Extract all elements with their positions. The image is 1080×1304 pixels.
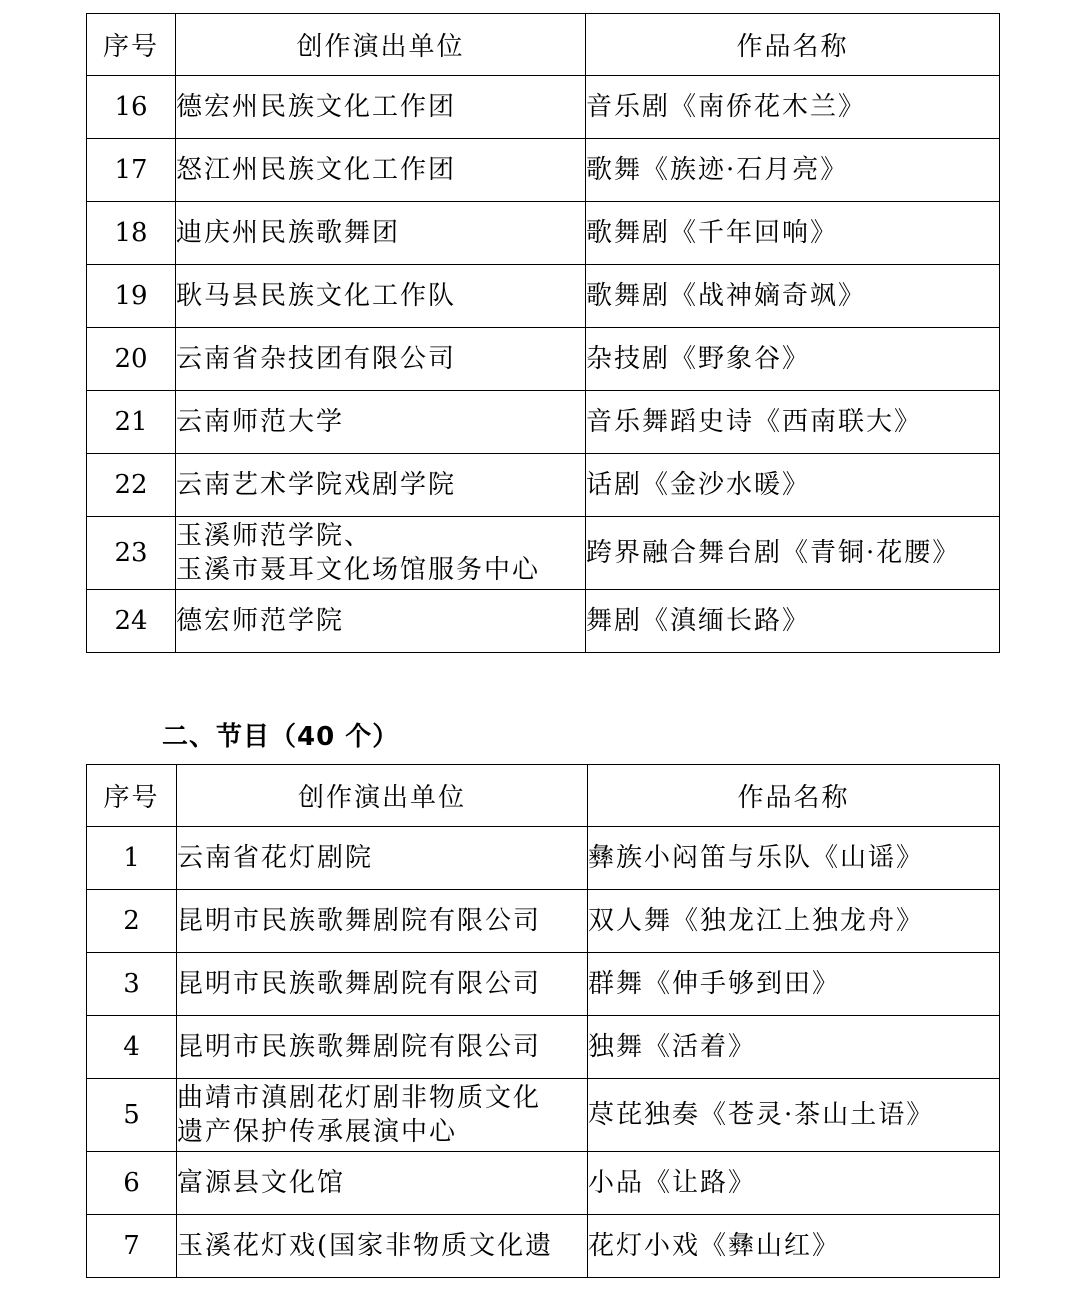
serial-number-cell: 3 [87, 953, 177, 1016]
performing-unit-line: 德宏州民族文化工作团 [176, 92, 457, 122]
table-row [87, 265, 1000, 328]
serial-number-cell: 18 [87, 202, 176, 265]
work-title-cell: 歌舞剧《战神嫡奇飒》 [586, 265, 1000, 328]
performing-unit-line: 云南艺术学院戏剧学院 [176, 470, 457, 500]
performing-unit-line: 云南省花灯剧院 [177, 843, 374, 873]
work-title-cell: 音乐舞蹈史诗《西南联大》 [586, 391, 1000, 454]
work-title-cell: 群舞《伸手够到田》 [588, 953, 1000, 1016]
work-title-cell: 杂技剧《野象谷》 [586, 328, 1000, 391]
table-row [87, 827, 1000, 890]
header-performing-unit: 创作演出单位 [177, 765, 588, 827]
work-title-cell: 音乐剧《南侨花木兰》 [586, 76, 1000, 139]
works-table [86, 13, 1000, 653]
performing-unit-cell [177, 1152, 588, 1215]
work-title-cell: 舞剧《滇缅长路》 [586, 590, 1000, 653]
table-row [87, 890, 1000, 953]
table-row [87, 454, 1000, 517]
serial-number-cell: 16 [87, 76, 176, 139]
performing-unit-cell [176, 328, 586, 391]
performing-unit-cell [176, 202, 586, 265]
work-title-cell: 彝族小闷笛与乐队《山谣》 [588, 827, 1000, 890]
performing-unit-cell [176, 454, 586, 517]
performing-unit-line: 昆明市民族歌舞剧院有限公司 [177, 1032, 542, 1062]
serial-number-cell: 17 [87, 139, 176, 202]
serial-number-cell: 2 [87, 890, 177, 953]
serial-number-cell: 19 [87, 265, 176, 328]
work-title-cell: 双人舞《独龙江上独龙舟》 [588, 890, 1000, 953]
performing-unit-cell [176, 265, 586, 328]
programs-table [86, 764, 1000, 1278]
work-title-cell: 小品《让路》 [588, 1152, 1000, 1215]
performing-unit-line: 玉溪市聂耳文化场馆服务中心 [176, 555, 541, 585]
table-row [87, 1079, 1000, 1152]
table-row [87, 590, 1000, 653]
table-row [87, 1215, 1000, 1278]
table-row [87, 76, 1000, 139]
serial-number-cell: 1 [87, 827, 177, 890]
performing-unit-line: 昆明市民族歌舞剧院有限公司 [177, 969, 542, 999]
performing-unit-cell [177, 890, 588, 953]
serial-number-cell: 6 [87, 1152, 177, 1215]
performing-unit-line: 昆明市民族歌舞剧院有限公司 [177, 906, 542, 936]
performing-unit-line: 富源县文化馆 [177, 1168, 346, 1198]
performing-unit-line: 怒江州民族文化工作团 [176, 155, 457, 185]
serial-number-cell: 20 [87, 328, 176, 391]
serial-number-cell: 7 [87, 1215, 177, 1278]
serial-number-cell: 5 [87, 1079, 177, 1152]
table-header-row [87, 14, 1000, 76]
performing-unit-cell [177, 1079, 588, 1152]
serial-number-cell: 22 [87, 454, 176, 517]
section-heading-programs: 二、节目（40 个） [162, 722, 400, 752]
performing-unit-line: 遗产保护传承展演中心 [177, 1117, 458, 1147]
table-row [87, 139, 1000, 202]
table-row [87, 517, 1000, 590]
header-serial-number: 序号 [87, 14, 176, 76]
serial-number-cell: 23 [87, 517, 176, 590]
performing-unit-line: 迪庆州民族歌舞团 [176, 218, 401, 248]
table-row [87, 1152, 1000, 1215]
performing-unit-cell [176, 139, 586, 202]
work-title-cell: 花灯小戏《彝山红》 [588, 1215, 1000, 1278]
table-row [87, 328, 1000, 391]
serial-number-cell: 4 [87, 1016, 177, 1079]
work-title-cell: 话剧《金沙水暖》 [586, 454, 1000, 517]
performing-unit-cell [177, 1016, 588, 1079]
performing-unit-line: 玉溪花灯戏(国家非物质文化遗 [177, 1231, 554, 1261]
header-work-title: 作品名称 [588, 765, 1000, 827]
table-row [87, 391, 1000, 454]
table-row [87, 953, 1000, 1016]
performing-unit-cell [177, 1215, 588, 1278]
serial-number-cell: 24 [87, 590, 176, 653]
table-row [87, 202, 1000, 265]
work-title-cell: 跨界融合舞台剧《青铜·花腰》 [586, 517, 1000, 590]
performing-unit-line: 耿马县民族文化工作队 [176, 281, 457, 311]
table-header-row [87, 765, 1000, 827]
performing-unit-cell [176, 517, 586, 590]
performing-unit-line: 云南省杂技团有限公司 [176, 344, 457, 374]
performing-unit-line: 云南师范大学 [176, 407, 345, 437]
header-serial-number: 序号 [87, 765, 177, 827]
work-title-cell: 荩芘独奏《苍灵·茶山土语》 [588, 1079, 1000, 1152]
header-performing-unit: 创作演出单位 [176, 14, 586, 76]
header-work-title: 作品名称 [586, 14, 1000, 76]
table-row [87, 1016, 1000, 1079]
performing-unit-line: 曲靖市滇剧花灯剧非物质文化 [177, 1083, 542, 1113]
performing-unit-line: 德宏师范学院 [176, 606, 345, 636]
performing-unit-cell [176, 76, 586, 139]
serial-number-cell: 21 [87, 391, 176, 454]
performing-unit-cell [176, 590, 586, 653]
performing-unit-cell [176, 391, 586, 454]
performing-unit-cell [177, 953, 588, 1016]
performing-unit-cell [177, 827, 588, 890]
performing-unit-line: 玉溪师范学院、 [176, 521, 373, 551]
work-title-cell: 歌舞剧《千年回响》 [586, 202, 1000, 265]
work-title-cell: 歌舞《族迹·石月亮》 [586, 139, 1000, 202]
work-title-cell: 独舞《活着》 [588, 1016, 1000, 1079]
